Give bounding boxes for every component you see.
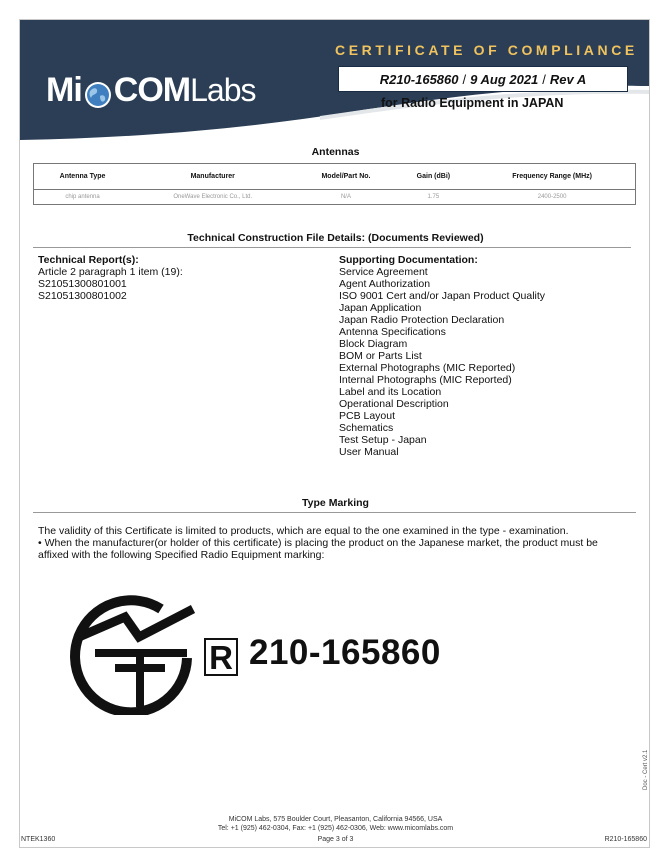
marking-requirement-text-continued: affixed with the following Specified Radio Equipment marking:: [38, 549, 325, 561]
column-header: Model/Part No.: [321, 173, 371, 180]
supporting-documentation: [339, 254, 545, 458]
certificate-revision: Rev A: [549, 71, 587, 87]
supporting-heading: Supporting Documentation:: [339, 254, 478, 266]
list-item: S21051300801002: [38, 290, 127, 302]
registration-number: 210-165860: [249, 633, 441, 672]
footer-contact: Tel: +1 (925) 462-0304, Fax: +1 (925) 462-0306, Web: www.micomlabs.com: [217, 825, 454, 832]
certificate-reference: [338, 66, 628, 92]
table-header-row: [34, 164, 636, 190]
list-item: Service Agreement: [339, 266, 428, 278]
list-item: Agent Authorization: [339, 278, 431, 290]
list-item: Antenna Specifications: [339, 326, 446, 338]
page-border: [19, 19, 650, 848]
table-row: [34, 190, 636, 205]
list-item: Schematics: [339, 422, 394, 434]
type-marking-title: Type Marking: [302, 497, 369, 509]
list-item: PCB Layout: [339, 410, 396, 422]
list-item: Operational Description: [339, 398, 449, 410]
list-item: Label and its Location: [339, 386, 442, 398]
globe-icon: [83, 80, 113, 110]
giteki-mark-icon: [65, 585, 210, 715]
column-header: Gain (dBi): [416, 173, 451, 180]
footer-right-code: R210-165860: [604, 836, 647, 843]
table-cell: 1.75: [398, 190, 470, 205]
micom-labs-logo: [46, 50, 256, 110]
antennas-table: [33, 163, 636, 205]
divider: [33, 512, 636, 513]
separator: /: [542, 71, 546, 87]
logo-text-com: COM: [113, 71, 191, 109]
column-header: Antenna Type: [59, 173, 106, 180]
certificate-header: [20, 20, 649, 142]
page-number: Page 3 of 3: [317, 836, 354, 843]
registered-r-symbol: R: [204, 638, 238, 676]
certificate-scope: for Radio Equipment in JAPAN: [381, 96, 564, 110]
list-item: Internal Photographs (MIC Reported): [339, 374, 512, 386]
certificate-date: 9 Aug 2021: [470, 71, 539, 87]
footer-left-code: NTEK1360: [21, 836, 56, 843]
list-item: User Manual: [339, 446, 399, 458]
column-header: Manufacturer: [190, 173, 235, 180]
table-cell: N/A: [294, 190, 397, 205]
list-item: Test Setup - Japan: [339, 434, 427, 446]
reports-heading: Technical Report(s):: [38, 254, 139, 266]
logo-text-labs: Labs: [190, 72, 256, 108]
table-cell: 2400-2500: [469, 190, 635, 205]
table-cell: chip antenna: [34, 190, 132, 205]
validity-text: The validity of this Certificate is limited to products, which are equal to the one examined in the type - examination.: [38, 525, 569, 537]
document-version: Doc - Cert v2.1: [643, 749, 649, 790]
table-cell: OneWave Electronic Co., Ltd.: [131, 190, 294, 205]
list-item: S21051300801001: [38, 278, 127, 290]
list-item: External Photographs (MIC Reported): [339, 362, 516, 374]
list-item: BOM or Parts List: [339, 350, 422, 362]
list-item: ISO 9001 Cert and/or Japan Product Quality: [339, 290, 546, 302]
divider: [33, 247, 631, 248]
logo-text-mi: Mi: [46, 71, 82, 109]
list-item: Japan Application: [339, 302, 422, 314]
column-header: Frequency Range (MHz): [512, 173, 592, 180]
technical-file-title: Technical Construction File Details: (Documents Reviewed): [187, 232, 484, 244]
list-item: Japan Radio Protection Declaration: [339, 314, 505, 326]
list-item: Block Diagram: [339, 338, 408, 350]
list-item: Article 2 paragraph 1 item (19):: [38, 266, 183, 278]
separator: /: [462, 71, 467, 87]
antennas-title: Antennas: [311, 146, 360, 158]
certificate-title: CERTIFICATE OF COMPLIANCE: [335, 42, 638, 58]
footer-address: MiCOM Labs, 575 Boulder Court, Pleasanton, California 94566, USA: [228, 816, 443, 823]
technical-reports: [38, 254, 183, 302]
certificate-number: R210-165860: [379, 71, 459, 87]
marking-requirement-text: • When the manufacturer(or holder of this certificate) is placing the product on the Japanese market, the product must be: [38, 537, 598, 549]
